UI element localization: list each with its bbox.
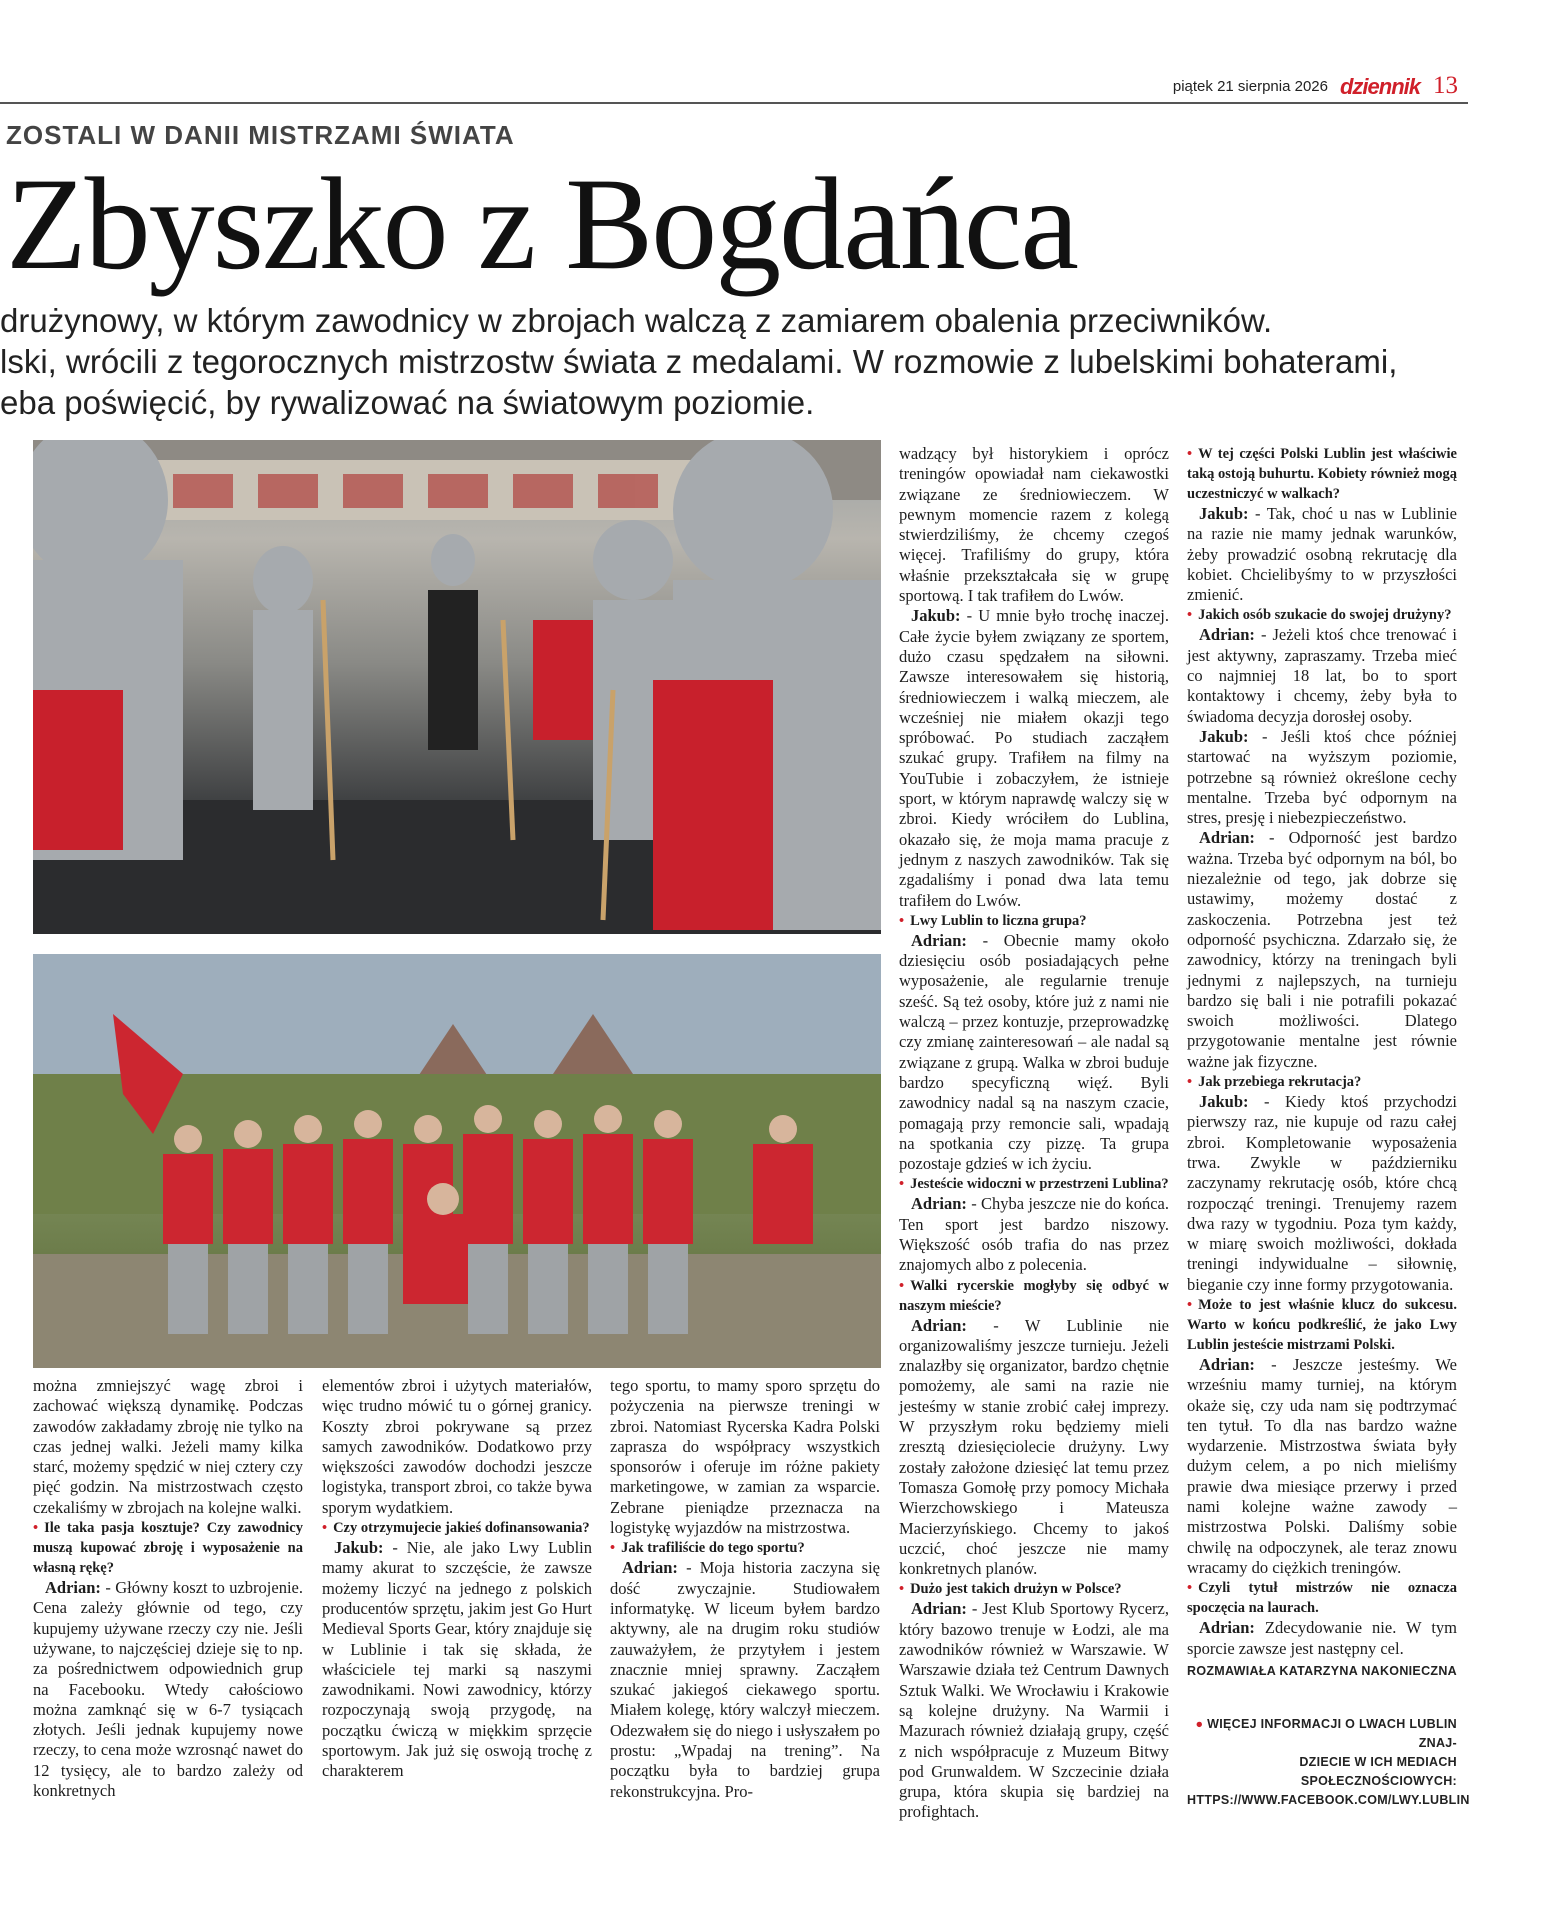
speaker-name: Adrian: bbox=[45, 1578, 101, 1598]
more-info-note bbox=[1187, 1715, 1470, 1810]
interview-answer bbox=[610, 1558, 880, 1802]
interview-question: • Czy otrzymujecie jakieś dofinansowania? bbox=[322, 1518, 592, 1538]
interview-question: • Walki rycerskie mogłyby się odbyć w naszym mieście? bbox=[899, 1276, 1169, 1316]
paragraph: elementów zbroi i użytych materiałów, więc trudno mówić tu o górnej granicy. Koszty zbroi pokrywane są przez samych zawodników. Dodatkowo przy większości zawodów dochodzi jeszcze logistyka, transport zbroi, co także bywa sporym wydatkiem. bbox=[322, 1376, 592, 1517]
interview-answer bbox=[33, 1578, 303, 1801]
interview-answer bbox=[1187, 1618, 1457, 1659]
paragraph: można zmniejszyć wagę zbroi i zachować większą dynamikę. Podczas zawodów zakładamy zbroję nie tylko na czas jednej walki. Jeżeli mamy kilka starć, możemy spędzić w niej cztery czy pięć godzin. Na mistrzostwach często czekaliśmy w zbrojach na kolejne walki. bbox=[33, 1376, 303, 1517]
answer-text: - Jeszcze jesteśmy. We wrześniu mamy turniej, na którym okaże się, czy uda nam się podtrzymać ten tytuł. To dla nas bardzo ważne wydarzenie. Mistrzostwa świata były dużym celem, a po nich mieliśmy prawie dwa miesiące przerwy i przed nami kolejne ważne zawody – mistrzostwa Polski. Daliśmy sobie chwilę na odpoczynek, ale teraz znowu wracamy do ciężkich treningów. bbox=[1187, 1354, 1457, 1577]
interview-answer bbox=[1187, 504, 1457, 605]
article-kicker: ZOSTALI W DANII MISTRZAMI ŚWIATA bbox=[6, 120, 515, 150]
interview-answer bbox=[1187, 1355, 1457, 1578]
article-byline: ROZMAWIAŁA KATARZYNA NAKONIECZNA bbox=[1187, 1663, 1457, 1678]
answer-text: - W Lublinie nie organizowaliśmy jeszcze turnieju. Jeżeli znalazłby się organizator, bardzo chętnie pomożemy, ale sami na razie nie jesteśmy w stanie zrobić całej imprezy. W przyszłym roku będziemy mieli zresztą dziesięciolecie drużyny. Lwy zostały założone dziesięć lat temu przez Tomasza Gomołę przy pomocy Michała Wierzchowskiego i Mateusza Macierzyńskiego. Chcemy to jakoś uczcić, choć jeszcze nie mamy konkretnych planów. bbox=[899, 1315, 1169, 1579]
interview-answer bbox=[899, 606, 1169, 910]
interview-answer bbox=[899, 1194, 1169, 1275]
answer-text: - Główny koszt to uzbrojenie. Cena zależy głównie od tego, czy kupujemy używane rzeczy czy nie. Jeśli używane, to najczęściej dzieje się to np. za pośrednictwem odpowiednich grup na Facebooku. Wtedy całościowo można zamknąć się w 6-7 tysiącach złotych. Jeśli jednak kupujemy nowe rzeczy, to cena może wzrosnąć nawet do 12 tysięcy, ale to bardzo zależy od konkretnych bbox=[33, 1578, 303, 1801]
knights-indoor-illustration bbox=[33, 440, 881, 934]
article-column-2 bbox=[322, 1376, 592, 1782]
article-column-3 bbox=[610, 1376, 880, 1802]
speaker-name: Adrian: bbox=[1199, 625, 1255, 645]
answer-text: - U mnie było trochę inaczej. Całe życie byłem związany ze sportem, dużo czasu spędzałem na siłowni. Zawsze interesowałem się historią, średniowieczem i walką mieczem, ale wcześniej nie miałem okazji tego spróbować. Po studiach zacząłem szukać grupy. Trafiłem na filmy na YouTubie i zobaczyłem, że istnieje sport, w którym naprawdę walczy się w zbroi. Kiedy wróciłem do Lublina, okazało się, że moja mama pracuje z jednym z naszych zawodników. Tak się zgadaliśmy i ponad dwa lata temu trafiłem do Lwów. bbox=[899, 606, 1169, 910]
interview-question: • Jakich osób szukacie do swojej drużyny? bbox=[1187, 605, 1457, 625]
article-column-5 bbox=[1187, 444, 1470, 1810]
issue-date: piątek 21 sierpnia 2026 bbox=[1172, 78, 1328, 95]
speaker-name: Jakub: bbox=[1199, 726, 1249, 746]
speaker-name: Adrian: bbox=[911, 930, 967, 950]
speaker-name: Adrian: bbox=[1199, 1354, 1255, 1374]
interview-answer bbox=[899, 1316, 1169, 1580]
interview-answer bbox=[1187, 625, 1457, 726]
answer-text: - Tak, choć u nas w Lublinie na razie nie mamy jednak warunków, żeby prowadzić osobną rekrutację dla kobiet. Chcielibyśmy to w przyszłości zmienić. bbox=[1187, 504, 1457, 605]
interview-question: • Lwy Lublin to liczna grupa? bbox=[899, 911, 1169, 931]
article-column-4 bbox=[899, 444, 1169, 1823]
speaker-name: Jakub: bbox=[1199, 1092, 1249, 1112]
answer-text: - Obecnie mamy około dziesięciu osób posiadających pełne wyposażenie, ale regularnie trenuje sześć. Są też osoby, które już z nami nie walczą – przez kontuzje, przeprowadzkę czy zmianę zainteresowań – ale nadal są związane z grupą. Walka w zbroi buduje bardzo specyficzną więź. Byli zawodnicy nadal są na naszym czacie, pomagają przy remoncie sali, wpadają na spotkania czy pizzę. Ta grupa pozostaje gdzieś w ich życiu. bbox=[899, 930, 1169, 1174]
newspaper-logo: dziennik bbox=[1339, 74, 1420, 99]
speaker-name: Jakub: bbox=[1199, 504, 1249, 523]
answer-text: Zdecydowanie nie. W tym sporcie zawsze jest następny cel. bbox=[1187, 1618, 1457, 1658]
speaker-name: Jakub: bbox=[334, 1538, 384, 1558]
speaker-name: Adrian: bbox=[622, 1558, 678, 1578]
interview-answer bbox=[1187, 1092, 1457, 1295]
interview-question: • Czyli tytuł mistrzów nie oznacza spoczęcia na laurach. bbox=[1187, 1578, 1457, 1618]
note-line: WIĘCEJ INFORMACJI O LWACH LUBLIN ZNAJ- bbox=[1207, 1717, 1457, 1751]
bullet-icon: ● bbox=[1195, 1717, 1204, 1732]
column-5-body bbox=[1187, 444, 1457, 1659]
speaker-name: Adrian: bbox=[1199, 828, 1255, 848]
note-link[interactable]: HTTPS://WWW.FACEBOOK.COM/LWY.LUBLIN bbox=[1187, 1793, 1470, 1808]
photo-knights-indoor bbox=[33, 440, 881, 934]
team-castle-illustration bbox=[33, 954, 881, 1368]
interview-answer bbox=[899, 1599, 1169, 1822]
answer-text: - Chyba jeszcze nie do końca. Ten sport jest bardzo niszowy. Większość osób trafia do nas przez znajomych albo z polecenia. bbox=[899, 1194, 1169, 1275]
speaker-name: Adrian: bbox=[911, 1599, 967, 1619]
answer-text: - Jeśli ktoś chce później startować na wyższym poziomie, potrzebne są również określone cechy mentalne. Trzeba być odpornym na stres, presję i niebezpieczeństwo. bbox=[1187, 726, 1457, 828]
answer-text: - Odporność jest bardzo ważna. Trzeba być odpornym na ból, bo niezależnie od tego, jak dobrze się ustawimy, możemy dostać z zaskoczenia. Potrzebna jest też odporność psychiczna. Zdarzało się, że zawodnicy, którzy na treningach byli jednymi z najlepszych, na turnieju bardzo się bali i nie potrafili pokazać swoich możliwości. Dlatego przygotowanie mentalne jest równie ważne jak fizyczne. bbox=[1187, 828, 1457, 1071]
interview-answer bbox=[899, 931, 1169, 1175]
page-header bbox=[0, 72, 1468, 104]
answer-text: - Nie, ale jako Lwy Lublin mamy akurat to szczęście, że zawsze możemy liczyć na jednego z polskich producentów sprzętu, jakim jest Go Hurt Medieval Sports Gear, który znajduje się w Lublinie i tak się składa, że właściciele tej marki są naszymi zawodnikami. Nowi zawodnicy, którzy rozpoczynają swoją przygodę, na początku ćwiczą w miękkim sprzęcie sportowym. Jak już się oswoją trochę z charakterem bbox=[322, 1538, 592, 1781]
answer-text: - Kiedy ktoś przychodzi pierwszy raz, nie kupuje od razu całej zbroi. Kompletowanie wyposażenia trwa. Zwykle w październiku zaczynamy rekrutację osób, które chcą rozpocząć treningi. Trenujemy razem dwa razy w tygodniu. Poza tym każdy, w miarę swoich możliwości, dokłada treningi indywidualne – siłownię, bieganie czy inne formy przygotowania. bbox=[1187, 1092, 1457, 1294]
speaker-name: Jakub: bbox=[911, 606, 961, 626]
interview-question: • Ile taka pasja kosztuje? Czy zawodnicy muszą kupować zbroję i wyposażenie na własną rękę? bbox=[33, 1518, 303, 1578]
note-line: DZIECIE W ICH MEDIACH SPOŁECZNOŚCIOWYCH: bbox=[1299, 1755, 1457, 1789]
article-lead bbox=[0, 300, 1480, 423]
lead-line: eba poświęcić, by rywalizować na światowym poziomie. bbox=[0, 384, 815, 421]
interview-question: • Dużo jest takich drużyn w Polsce? bbox=[899, 1579, 1169, 1599]
lead-line: drużynowy, w którym zawodnicy w zbrojach walczą z zamiarem obalenia przeciwników. bbox=[0, 302, 1273, 339]
speaker-name: Adrian: bbox=[911, 1315, 967, 1335]
answer-text: - Jeżeli ktoś chce trenować i jest aktywny, zapraszamy. Trzeba mieć co najmniej 18 lat, bo to sport kontaktowy i chcemy, żeby była to świadoma decyzja dorosłej osoby. bbox=[1187, 625, 1457, 726]
article-headline: Zbyszko z Bogdańca bbox=[6, 150, 1077, 297]
interview-question: • Jesteście widoczni w przestrzeni Lublina? bbox=[899, 1174, 1169, 1194]
interview-answer bbox=[1187, 727, 1457, 828]
speaker-name: Adrian: bbox=[911, 1194, 967, 1214]
answer-text: - Jest Klub Sportowy Rycerz, który bazowo trenuje w Łodzi, ale ma zawodników również w Warszawie. W Warszawie działa też Centrum Dawnych Sztuk Walki. We Wrocławiu i Krakowie są kolejne drużyny. Na Warmii i Mazurach również działają grupy, część z nich współpracuje z Muzeum Bitwy pod Grunwaldem. W Szczecinie działa grupa, która skupia się bardziej na profightach. bbox=[899, 1599, 1169, 1822]
interview-answer bbox=[1187, 828, 1457, 1072]
paragraph: tego sportu, to mamy sporo sprzętu do pożyczenia na pierwsze treningi w zbroi. Natomiast Rycerska Kadra Polski zaprasza do współpracy wszystkich sponsorów i oferuje im różne pakiety marketingowe, w zamian za wsparcie. Zebrane pieniądze przeznacza na logistykę wyjazdów na mistrzostwa. bbox=[610, 1376, 880, 1538]
interview-question: • Może to jest właśnie klucz do sukcesu. Warto w końcu podkreślić, że jako Lwy Lublin jesteście mistrzami Polski. bbox=[1187, 1295, 1457, 1355]
interview-question: • Jak przebiega rekrutacja? bbox=[1187, 1072, 1457, 1092]
interview-question: • Jak trafiliście do tego sportu? bbox=[610, 1538, 880, 1558]
answer-text: - Moja historia zaczyna się dość zwyczajnie. Studiowałem informatykę. W liceum byłem bardzo aktywny, ale na drugim roku studiów zauważyłem, że przytyłem i jestem znacznie mniej sprawny. Zacząłem szukać jakiegoś ciekawego sportu. Miałem kolegę, który walczył mieczem. Odezwałem się do niego i usłyszałem po prostu: „Wpadaj na trening”. Na początku była to bardziej grupa rekonstrukcyjna. Pro- bbox=[610, 1558, 880, 1801]
lead-line: lski, wrócili z tegorocznych mistrzostw świata z medalami. W rozmowie z lubelskimi bohaterami, bbox=[0, 343, 1398, 380]
paragraph: wadzący był historykiem i oprócz treningów opowiadał nam ciekawostki związane ze średniowieczem. W pewnym momencie razem z kolegą stwierdziliśmy, że chcemy czegoś więcej. Trafiliśmy do grupy, która właśnie przekształcała się w grupę sportową. I tak trafiłem do Lwów. bbox=[899, 444, 1169, 606]
speaker-name: Adrian: bbox=[1199, 1618, 1255, 1638]
photo-team-castle bbox=[33, 954, 881, 1368]
interview-answer bbox=[322, 1538, 592, 1782]
article-column-1 bbox=[33, 1376, 303, 1801]
interview-question: • W tej części Polski Lublin jest właściwie taką ostoją buhurtu. Kobiety również mogą uczestniczyć w walkach? bbox=[1187, 444, 1457, 504]
page-number: 13 bbox=[1433, 72, 1458, 99]
